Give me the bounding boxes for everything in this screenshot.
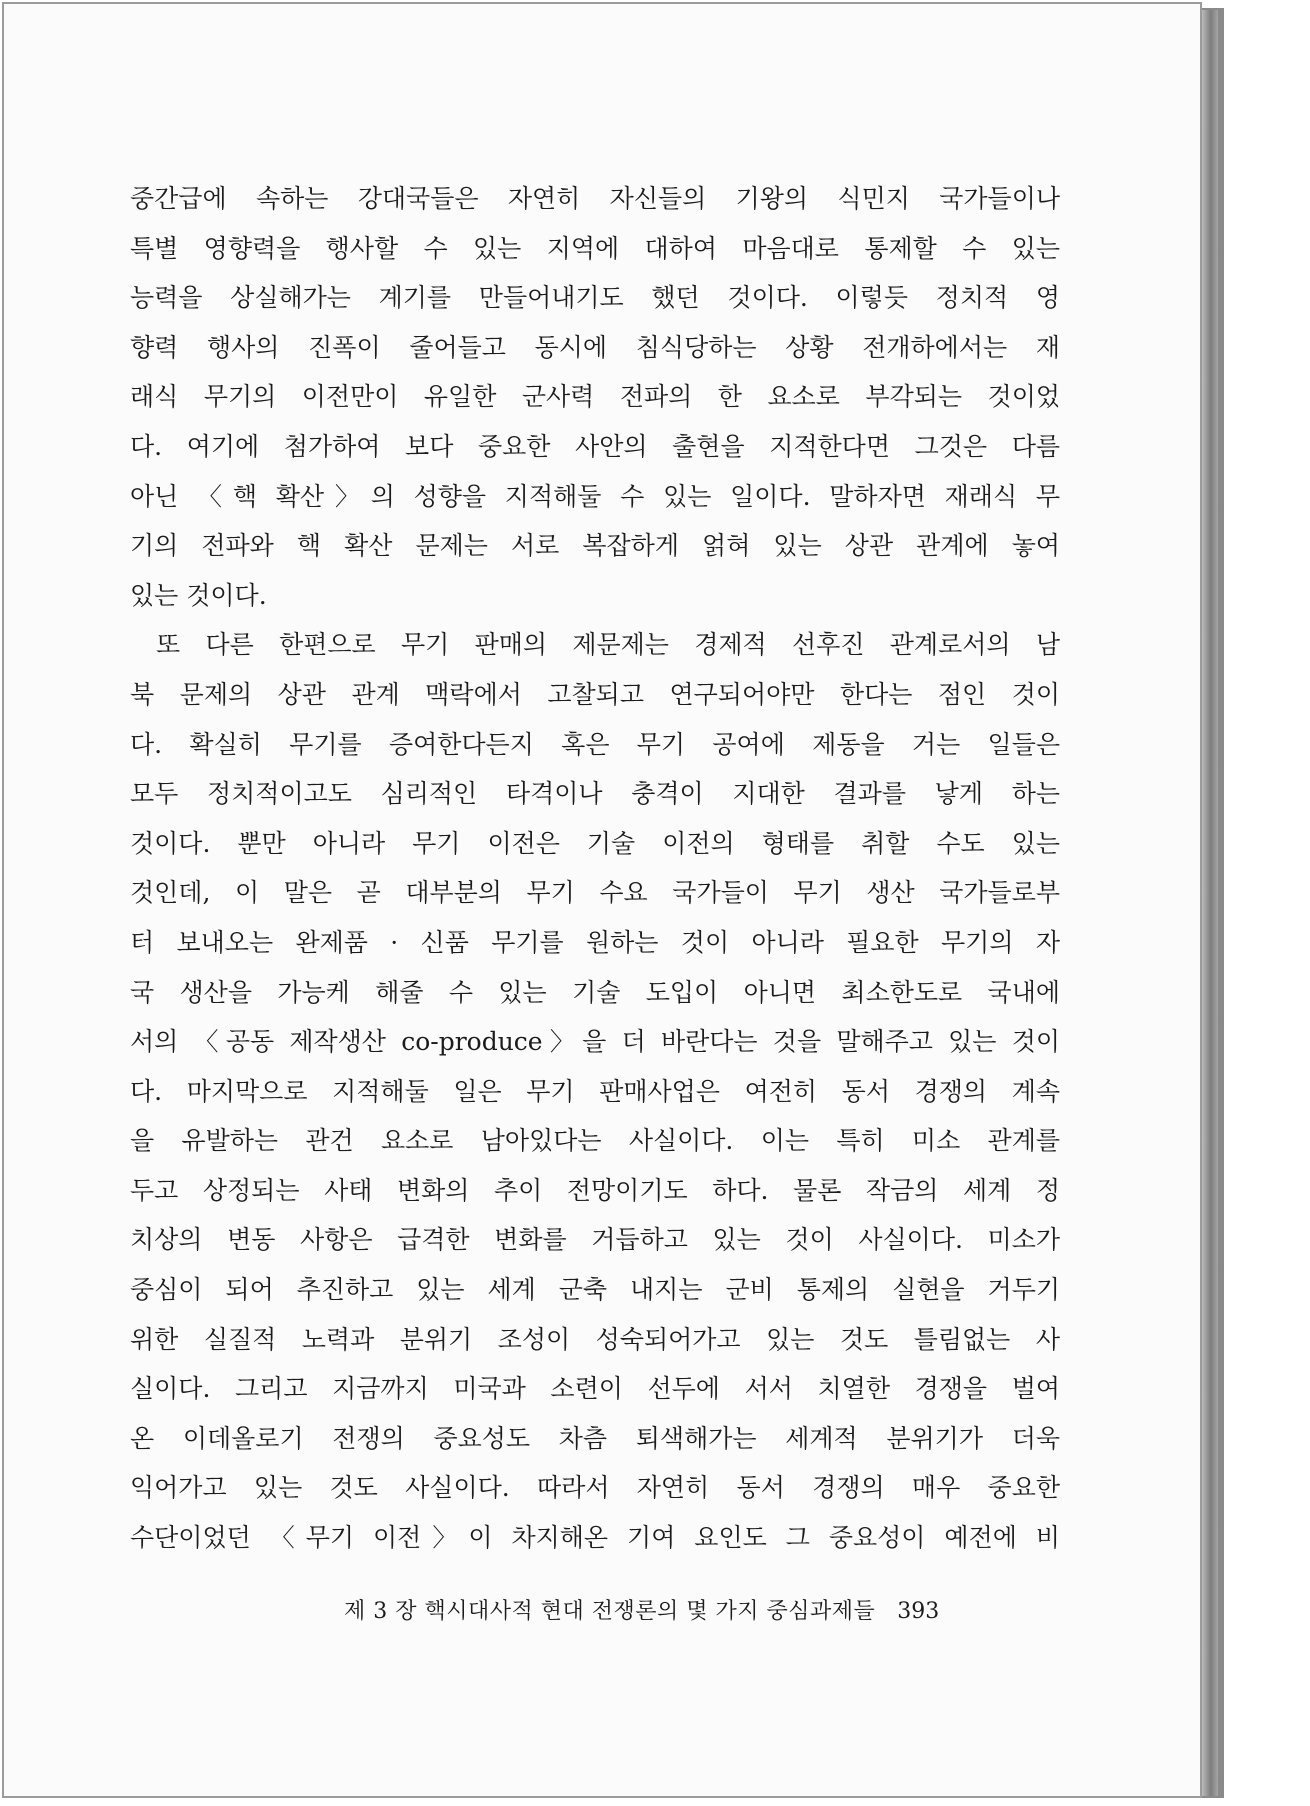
text-line: 또 다른 한편으로 무기 판매의 제문제는 경제적 선후진 관계로서의 남	[156, 630, 1060, 660]
text-line: 래식 무기의 이전만이 유일한 군사력 전파의 한 요소로 부각되는 것이었	[130, 382, 1060, 412]
running-title: 제 3 장 핵시대사적 현대 전쟁론의 몇 가지 중심과제들	[344, 1599, 876, 1624]
text-line: 두고 상정되는 사태 변화의 추이 전망이기도 하다. 물론 작금의 세계 정	[130, 1175, 1060, 1205]
book-page	[2, 2, 1202, 1798]
text-line: 특별 영향력을 행사할 수 있는 지역에 대하여 마음대로 통제할 수 있는	[130, 233, 1060, 263]
text-line: 익어가고 있는 것도 사실이다. 따라서 자연히 동서 경쟁의 매우 중요한	[130, 1473, 1060, 1503]
text-line: 서의 〈공동 제작생산 co-produce〉을 더 바란다는 것을 말해주고 있는 것이	[130, 1027, 1060, 1057]
text-line: 북 문제의 상관 관계 맥락에서 고찰되고 연구되어야만 한다는 점인 것이	[130, 679, 1060, 709]
text-line: 위한 실질적 노력과 분위기 조성이 성숙되어가고 있는 것도 틀림없는 사	[130, 1324, 1060, 1354]
text-line: 터 보내오는 완제품 · 신품 무기를 원하는 것이 아니라 필요한 무기의 자	[130, 927, 1060, 957]
text-line: 수단이었던 〈무기 이전〉이 차지해온 기여 요인도 그 중요성이 예전에 비	[130, 1523, 1060, 1553]
page-stack-edge	[1200, 10, 1218, 1796]
text-line: 것이다. 뿐만 아니라 무기 이전은 기술 이전의 형태를 취할 수도 있는	[130, 828, 1060, 858]
text-line: 실이다. 그리고 지금까지 미국과 소련이 선두에 서서 치열한 경쟁을 벌여	[130, 1374, 1060, 1404]
page-footer	[344, 1594, 1044, 1634]
text-line: 향력 행사의 진폭이 줄어들고 동시에 침식당하는 상황 전개하에서는 재	[130, 332, 1060, 362]
text-line: 다. 확실히 무기를 증여한다든지 혹은 무기 공여에 제동을 거는 일들은	[130, 729, 1060, 759]
body-text	[130, 174, 1060, 1563]
text-line: 다. 여기에 첨가하여 보다 중요한 사안의 출현을 지적한다면 그것은 다름	[130, 431, 1060, 461]
page-number: 393	[897, 1599, 940, 1624]
text-line: 기의 전파와 핵 확산 문제는 서로 복잡하게 얽혀 있는 상관 관계에 놓여	[130, 531, 1060, 561]
text-line: 아닌 〈핵 확산〉의 성향을 지적해둘 수 있는 일이다. 말하자면 재래식 무	[130, 481, 1060, 511]
text-line: 있는 것이다.	[130, 580, 267, 610]
text-line: 것인데, 이 말은 곧 대부분의 무기 수요 국가들이 무기 생산 국가들로부	[130, 878, 1060, 908]
text-line: 모두 정치적이고도 심리적인 타격이나 충격이 지대한 결과를 낳게 하는	[130, 779, 1060, 809]
text-line: 중간급에 속하는 강대국들은 자연히 자신들의 기왕의 식민지 국가들이나	[130, 184, 1060, 213]
text-line: 온 이데올로기 전쟁의 중요성도 차츰 퇴색해가는 세계적 분위기가 더욱	[130, 1423, 1060, 1453]
text-line: 국 생산을 가능케 해줄 수 있는 기술 도입이 아니면 최소한도로 국내에	[130, 977, 1060, 1007]
text-line: 능력을 상실해가는 계기를 만들어내기도 했던 것이다. 이렇듯 정치적 영	[130, 283, 1060, 313]
text-line: 다. 마지막으로 지적해둘 일은 무기 판매사업은 여전히 동서 경쟁의 계속	[130, 1076, 1060, 1106]
text-line: 을 유발하는 관건 요소로 남아있다는 사실이다. 이는 특히 미소 관계를	[130, 1126, 1060, 1156]
text-line: 치상의 변동 사항은 급격한 변화를 거듭하고 있는 것이 사실이다. 미소가	[130, 1225, 1060, 1255]
text-line: 중심이 되어 추진하고 있는 세계 군축 내지는 군비 통제의 실현을 거두기	[130, 1275, 1060, 1305]
